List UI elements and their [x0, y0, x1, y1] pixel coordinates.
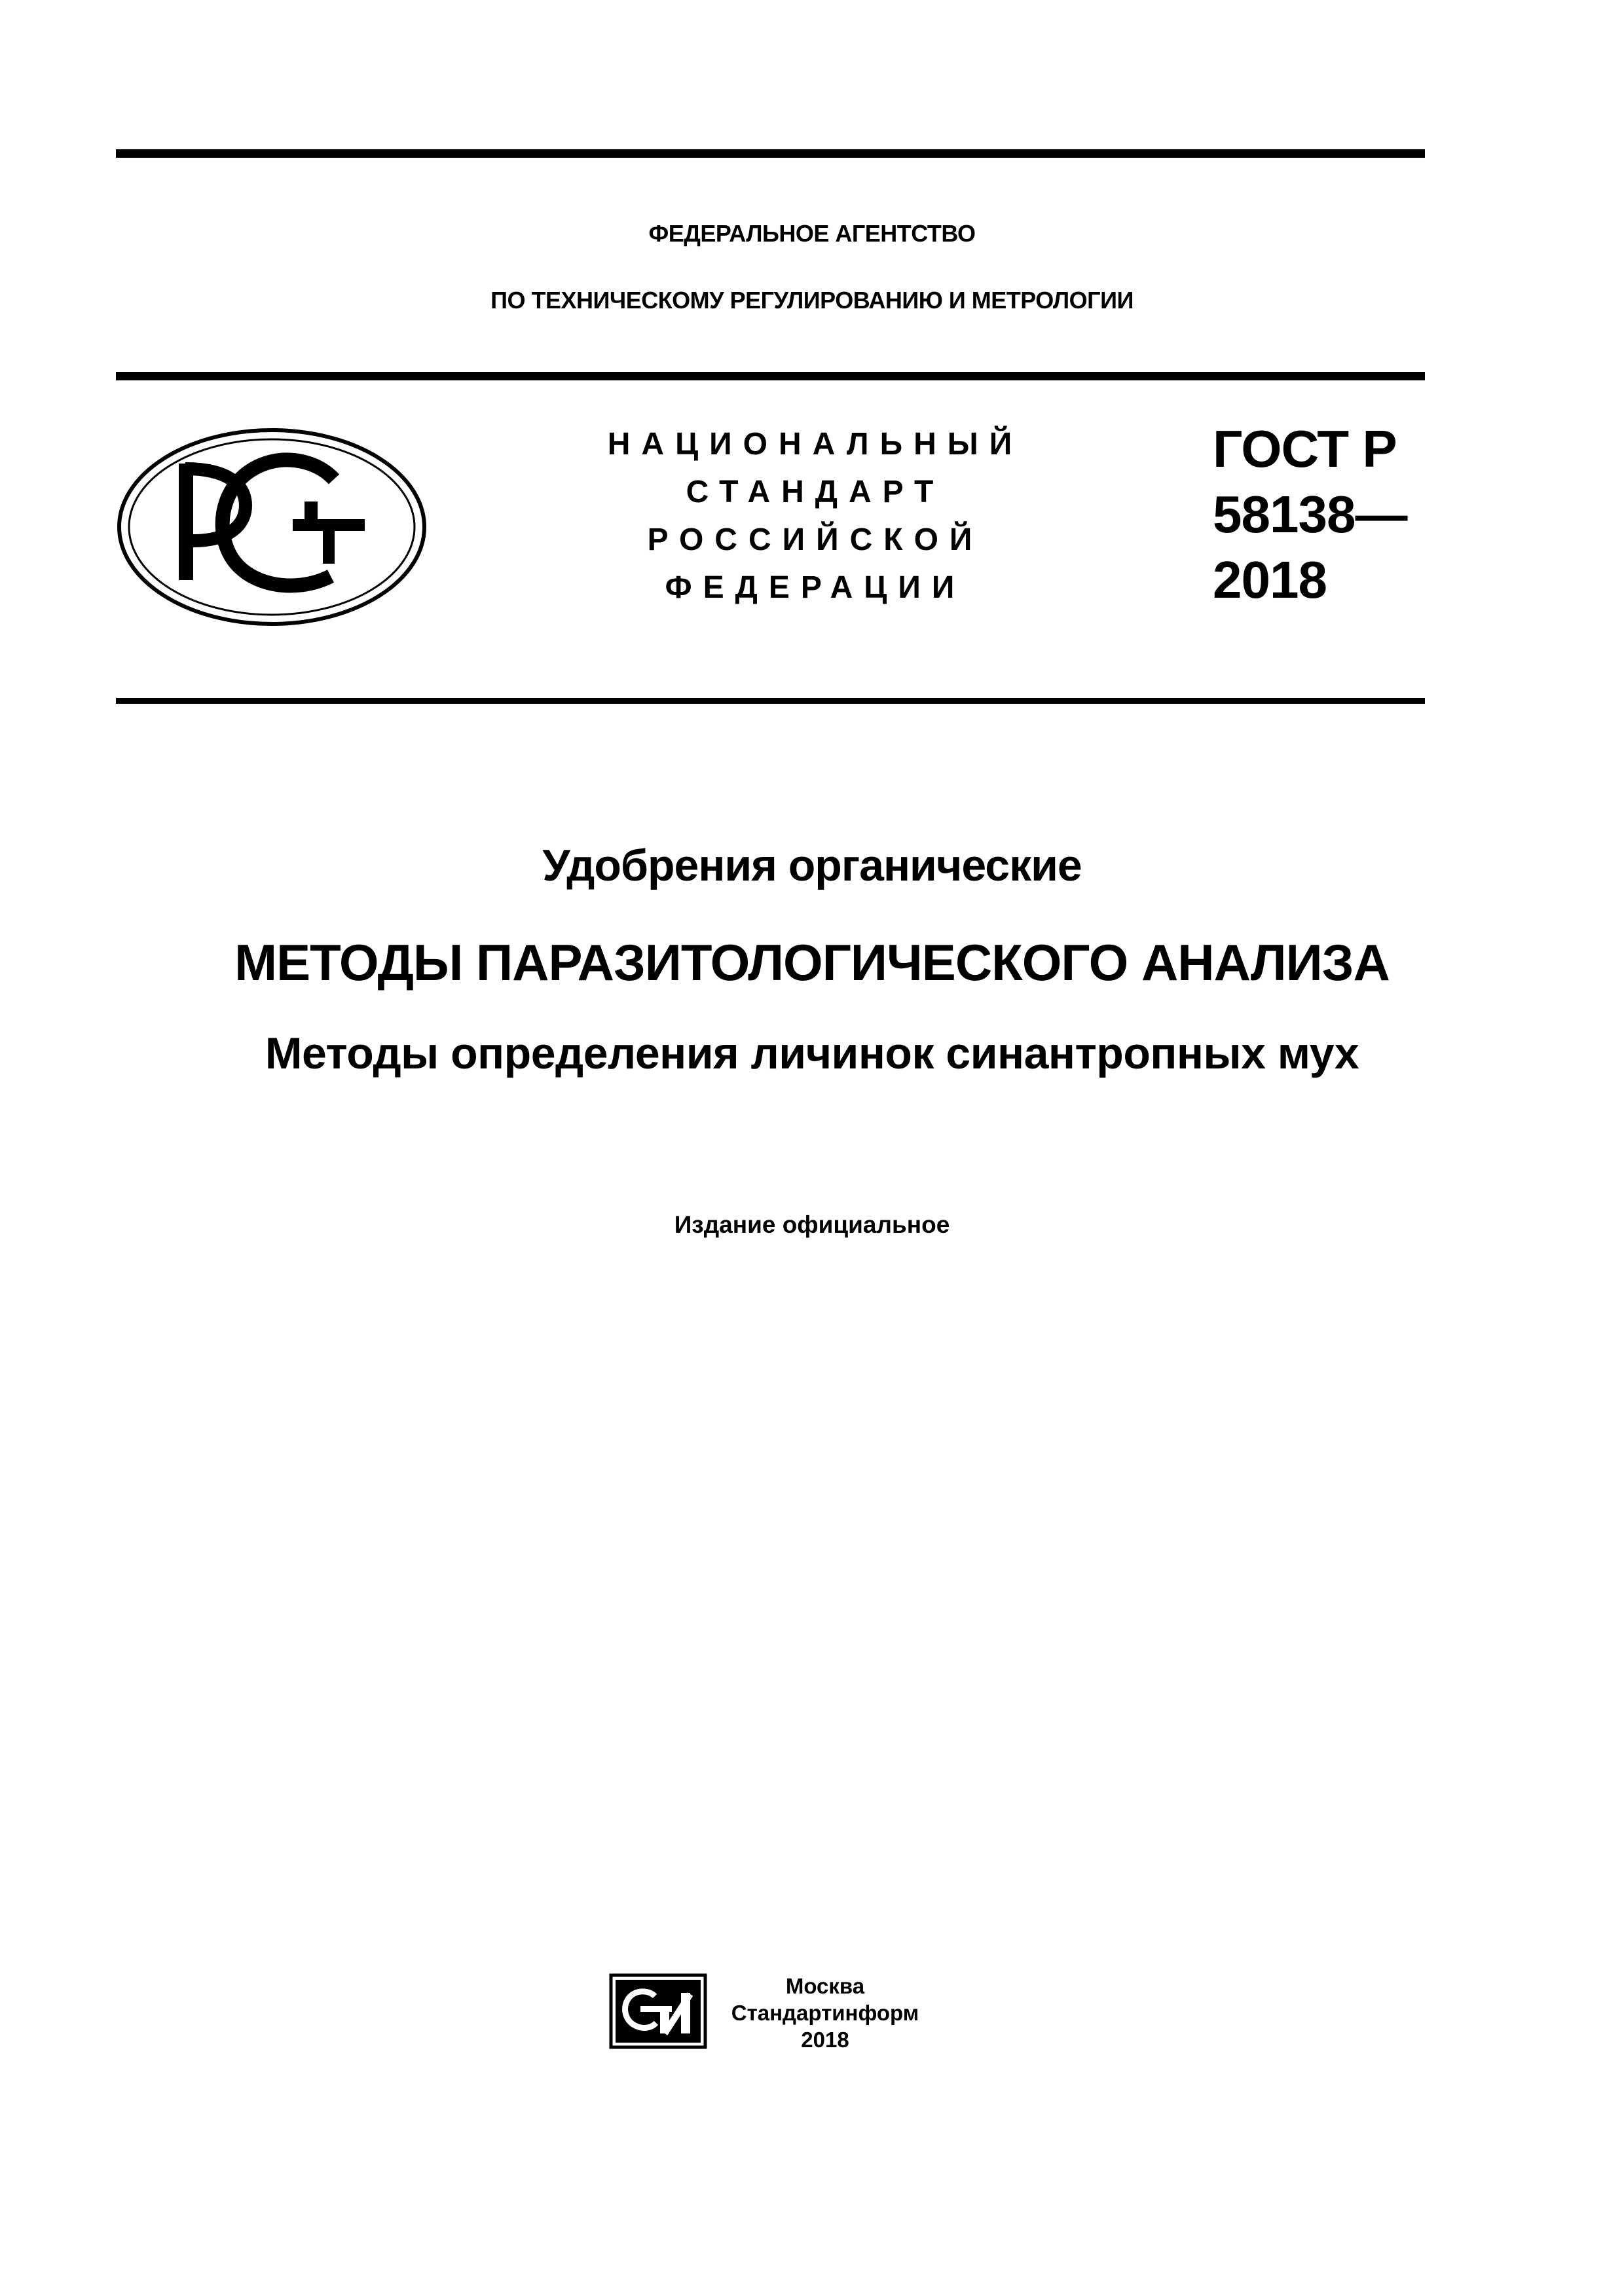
publication-year: 2018 — [801, 2028, 849, 2052]
section-divider — [116, 698, 1425, 704]
rst-certification-emblem-icon — [115, 426, 429, 629]
document-title-line-2: МЕТОДЫ ПАРАЗИТОЛОГИЧЕСКОГО АНАЛИЗА — [234, 934, 1390, 991]
publisher-name: Стандартинформ — [731, 2001, 919, 2025]
national-standard-line: РОССИЙСКОЙ — [647, 522, 984, 557]
agency-name-line-2: ПО ТЕХНИЧЕСКОМУ РЕГУЛИРОВАНИЮ И МЕТРОЛОГИИ — [490, 287, 1134, 314]
standard-designation — [1213, 416, 1407, 613]
publisher-imprint — [720, 1973, 930, 2053]
national-standard-line: НАЦИОНАЛЬНЫЙ — [607, 427, 1024, 462]
header-divider — [116, 372, 1425, 380]
designation-line-2: 58138— — [1213, 485, 1407, 543]
publisher-city: Москва — [785, 1974, 865, 1998]
designation-line-1: ГОСТ Р — [1213, 420, 1397, 478]
designation-line-3: 2018 — [1213, 551, 1327, 609]
national-standard-heading — [573, 420, 1058, 611]
national-standard-line: ФЕДЕРАЦИИ — [665, 570, 966, 605]
document-title-line-3: Методы определения личинок синантропных мух — [265, 1029, 1359, 1078]
agency-name-line-1: ФЕДЕРАЛЬНОЕ АГЕНТСТВО — [648, 220, 976, 247]
standartinform-logo-icon — [609, 1973, 707, 2049]
top-divider — [116, 149, 1425, 158]
national-standard-line: СТАНДАРТ — [686, 475, 945, 509]
edition-label: Издание официальное — [674, 1211, 950, 1238]
document-title-line-1: Удобрения органические — [542, 841, 1082, 890]
